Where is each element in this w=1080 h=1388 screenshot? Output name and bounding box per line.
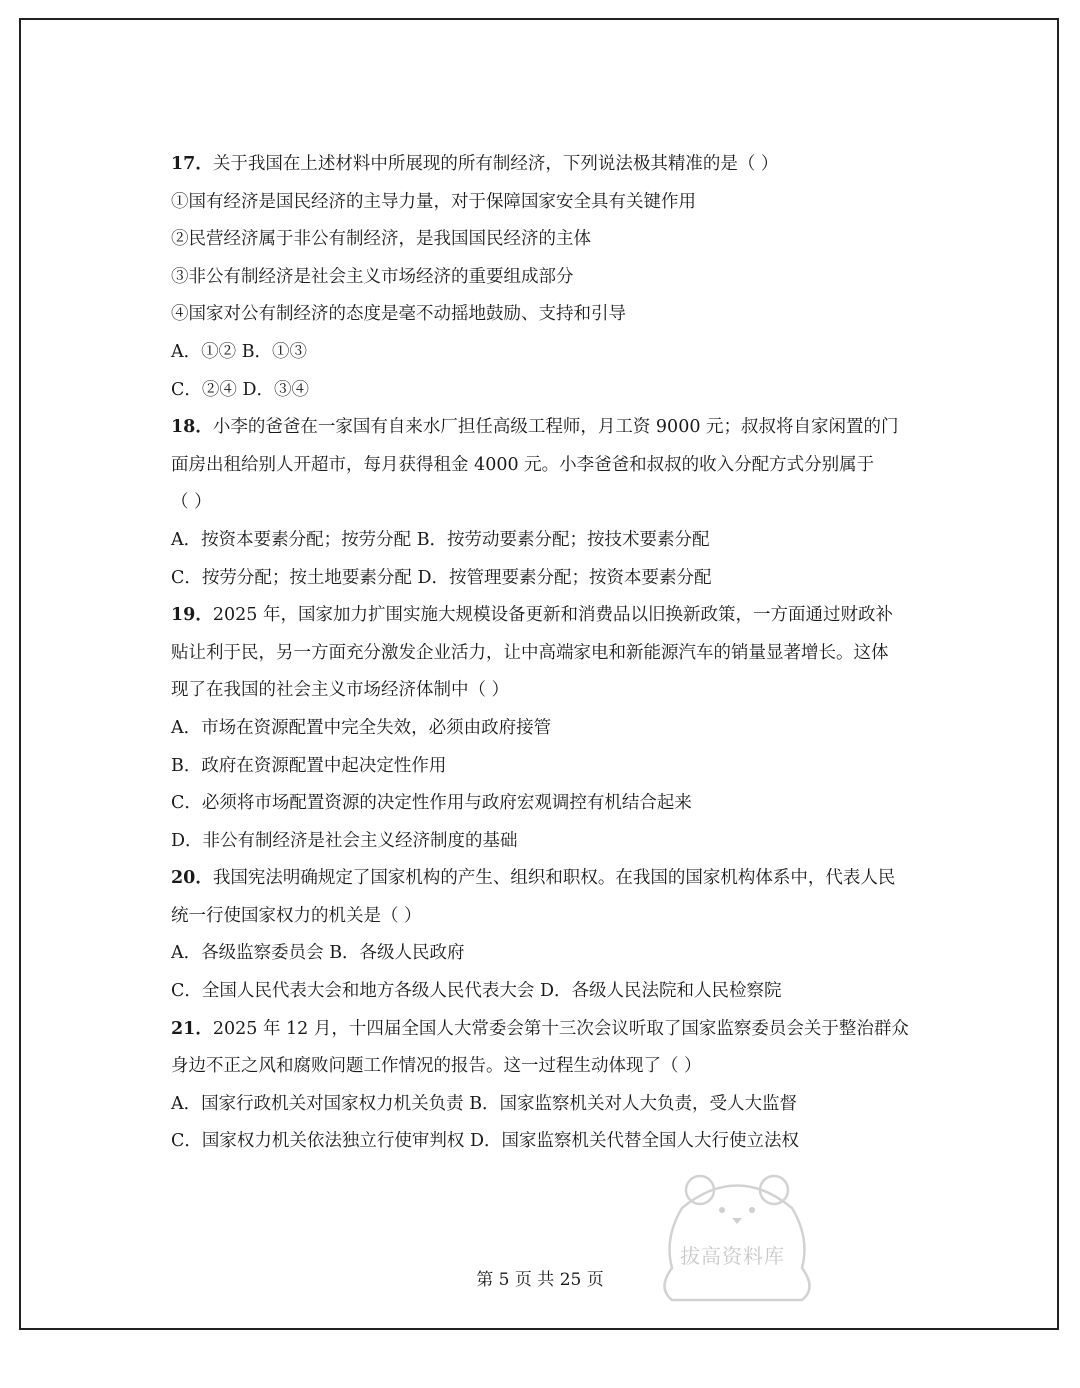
question-19-option-a: A．市场在资源配置中完全失效，必须由政府接管: [171, 717, 552, 738]
question-number: 20．: [171, 868, 213, 889]
question-20-options-cd: C．全国人民代表大会和地方各级人民代表大会 D．各级人民法院和人民检察院: [171, 981, 782, 1002]
question-18-options-ab: A．按资本要素分配；按劳分配 B．按劳动要素分配；按技术要素分配: [171, 529, 710, 550]
question-number: 21．: [171, 1018, 213, 1039]
question-19-stem-line-1: 19．2025 年，国家加力扩围实施大规模设备更新和消费品以旧换新政策，一方面通过财政补: [171, 605, 893, 626]
question-18-stem-line-2: 面房出租给别人开超市，每月获得租金 4000 元。小李爸爸和叔叔的收入分配方式分别属于: [171, 454, 875, 475]
question-17-options-ab: A．①② B．①③: [171, 341, 308, 362]
question-number: 19．: [171, 605, 213, 626]
question-20-stem-line-2: 统一行使国家权力的机关是（ ）: [171, 905, 422, 926]
question-19-option-c: C．必须将市场配置资源的决定性作用与政府宏观调控有机结合起来: [171, 793, 692, 814]
question-21-stem-line-2: 身边不正之风和腐败问题工作情况的报告。这一过程生动体现了（ ）: [171, 1056, 702, 1077]
question-17-item-1: ①国有经济是国民经济的主导力量，对于保障国家安全具有关键作用: [171, 191, 696, 212]
watermark-text: 拔高资料库: [680, 1244, 785, 1268]
question-17-item-2: ②民营经济属于非公有制经济，是我国国民经济的主体: [171, 229, 591, 250]
question-19-option-b: B．政府在资源配置中起决定性作用: [171, 755, 447, 776]
question-17-options-cd: C．②④ D．③④: [171, 379, 309, 400]
question-20-stem-line-1: 20．我国宪法明确规定了国家机构的产生、组织和职权。在我国的国家机构体系中，代表人民: [171, 868, 896, 889]
question-21-options-cd: C．国家权力机关依法独立行使审判权 D．国家监察机关代替全国人大行使立法权: [171, 1131, 799, 1152]
question-18-stem-line-1: 18．小李的爸爸在一家国有自来水厂担任高级工程师，月工资 9000 元；叔叔将自家闲置的门: [171, 417, 899, 438]
page-number: 第 5 页 共 25 页: [476, 1270, 604, 1290]
question-17-item-4: ④国家对公有制经济的态度是毫不动摇地鼓励、支持和引导: [171, 304, 626, 325]
question-17-stem: 17．关于我国在上述材料中所展现的所有制经济，下列说法极其精准的是（ ）: [171, 154, 779, 174]
question-19-stem-line-2: 贴让利于民，另一方面充分激发企业活力，让中高端家电和新能源汽车的销量显著增长。这体: [171, 642, 889, 663]
question-17-item-3: ③非公有制经济是社会主义市场经济的重要组成部分: [171, 266, 574, 287]
question-number: 18．: [171, 417, 213, 438]
question-18-stem-line-3: （ ）: [171, 492, 212, 513]
question-19-stem-line-3: 现了在我国的社会主义市场经济体制中（ ）: [171, 680, 510, 701]
question-19-option-d: D．非公有制经济是社会主义经济制度的基础: [171, 830, 518, 851]
question-20-options-ab: A．各级监察委员会 B．各级人民政府: [171, 943, 465, 964]
question-number: 17．: [171, 154, 213, 174]
question-content: [171, 146, 916, 1161]
question-21-options-ab: A．国家行政机关对国家权力机关负责 B．国家监察机关对人大负责，受人大监督: [171, 1093, 798, 1114]
question-21-stem-line-1: 21．2025 年 12 月，十四届全国人大常委会第十三次会议听取了国家监察委员会关于整治群众: [171, 1018, 909, 1039]
question-18-options-cd: C．按劳分配；按土地要素分配 D．按管理要素分配；按资本要素分配: [171, 567, 712, 588]
